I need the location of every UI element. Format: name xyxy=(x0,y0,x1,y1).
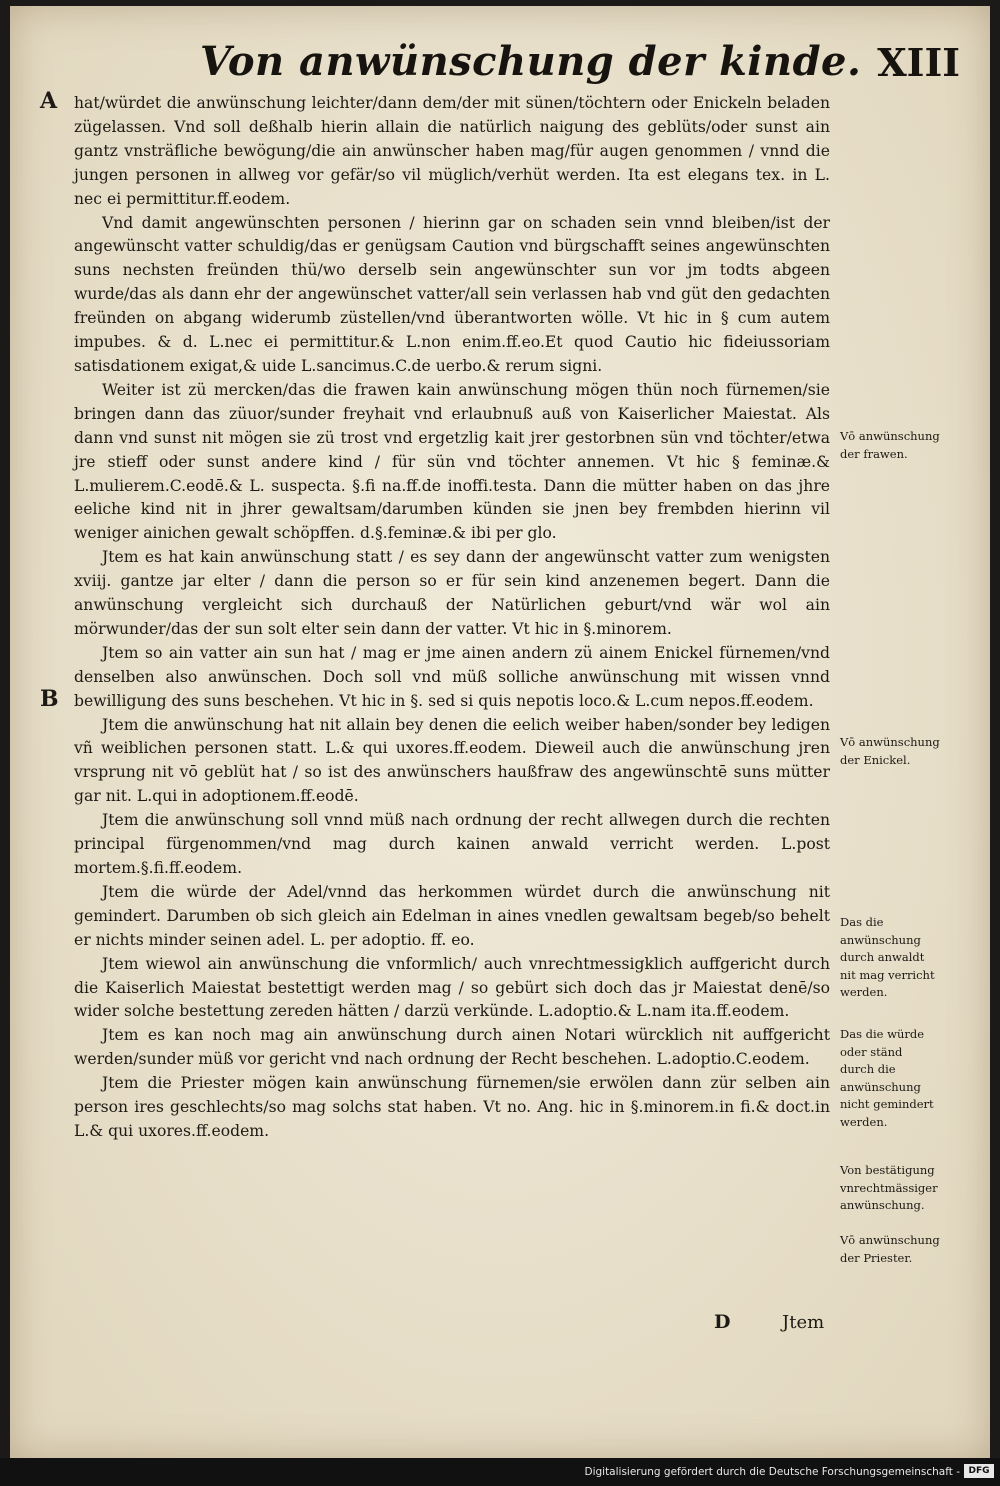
margin-note: Vō anwünschung der Priester. xyxy=(840,1233,940,1265)
running-title: Von anwünschung der kinde. xyxy=(200,38,862,85)
footer-credit: Digitalisierung gefördert durch die Deutsche Forschungsgemeinschaft - xyxy=(584,1466,960,1478)
paragraph: Jtem es hat kain anwünschung statt / es sey dann der angewünscht vatter zum wenigsten xviij. gantze jar elter / dann die person so er für sein kind anzenemen begert. Dann die anwünschung vergleicht sich durchauß der Natürlichen geburt/vnd wär wol ain mörwunder/das der sun solt elter sein dann der vatter. Vt hic in §.minorem. xyxy=(74,548,830,638)
paragraph: Vnd damit angewünschten personen / hierinn gar on schaden sein vnnd bleiben/ist der angewünscht vatter schuldig/das er genügsam Caution vnd bürgschafft seines angewünschten suns nechsten freünden thü/wo derselb sein angewünschter sun vor jm todts abgeen wurde/das als dann ehr der angewünschet vatter/all sein verlassen hab vnd güt den gedachten freünden on abgang widerumb züstellen/vnd überantworten wölle. Vt hic in § cum autem impubes. & d. L.nec ei permittitur.& L.non enim.ff.eo.Et quod Cautio hic fideiussoriam satisdationem exigat,& uide L.sancimus.C.de uerbo.& rerum signi. xyxy=(74,213,830,375)
paragraph: Weiter ist zü mercken/das die frawen kain anwünschung mögen thün noch fürnemen/sie bringen dann das züuor/sunder freyhait vnd erlaubnuß auß von Kaiserlicher Maiestat. Als dann vnd sunst nit mögen sie zü trost vnd ergetzlig kait jrer gestorbnen sün vnd töchter/etwa jre stieff oder sunst andere kind / für sün vnd töchter annemen. Vt hic § feminæ.& L.mulierem.C.eodē.& L. suspecta. §.fi na.ff.de inoffi.testa. Dann die mütter haben on das jhre eeliche kind nit in jhrer gewaltsam/darumben künden sie jnen bey frembden hierinn vil weniger ainichen gewalt schöpffen. d.§.feminæ.& ibi per glo. xyxy=(74,380,830,543)
paragraph: Jtem die würde der Adel/vnnd das herkommen würdet durch die anwünschung nit gemindert. Darumben ob sich gleich ain Edelman in aines vnedlen gewaltsam begeb/so behelt er nichts minder seinen adel. L. per adoptio. ff. eo. xyxy=(74,882,830,949)
signature-mark: D xyxy=(714,1311,731,1333)
paragraph: Jtem die Priester mögen kain anwünschung fürnemen/sie erwölen dann zür selben ain person ires geschlechts/so mag solchs stat haben. Vt no. Ang. hic in §.minorem.in fi.& doct.in L.& qui uxores.ff.eodem. xyxy=(74,1074,830,1140)
margin-note: Von bestätigung vnrechtmässiger anwünschung. xyxy=(840,1163,938,1212)
dfg-logo: DFG xyxy=(964,1464,994,1478)
margin-note: Das die würde oder ständ durch die anwünschung nicht gemindert werden. xyxy=(840,1027,934,1129)
section-letter-a: A xyxy=(40,88,58,114)
body-text xyxy=(74,92,830,1144)
margin-note: Vō anwünschung der Enickel. xyxy=(840,735,940,767)
book-page xyxy=(10,6,990,1458)
paragraph: Jtem wiewol ain anwünschung die vnformlich/ auch vnrechtmessigklich auffgericht durch die Kaiserlich Maiestat bestettigt werden mag / so gebürt sich doch das jr Maiestat denē/so wider solche bestettung zereden hätten / darzü verkünde. L.adoptio.& L.nam ita.ff.eodem. xyxy=(74,954,830,1021)
paragraph: Jtem so ain vatter ain sun hat / mag er jme ainen andern zü ainem Enickel fürnemen/vnd denselben also anwünschen. Doch soll vnd müß solliche anwünschung mit wissen vnnd bewilligung des suns beschehen. Vt hic in §. sed si quis nepotis loco.& L.cum nepos.ff.eodem. xyxy=(74,643,830,710)
paragraph: hat/würdet die anwünschung leichter/dann dem/der mit sünen/töchtern oder Enickeln beladen zügelassen. Vnd soll deßhalb hierin allain die natürlich naigung des geblüts/oder sunst ain gantz vnsträfliche bewögung/die ain anwünscher haben mag/für augen genommen / vnnd die jungen personen in allweg vor gefär/so vil müglich/verhüt werden. Ita est elegans tex. in L. nec ei permittitur.ff.eodem. xyxy=(74,94,830,208)
margin-note: Das die anwünschung durch anwaldt nit mag verricht werden. xyxy=(840,915,935,999)
paragraph: Jtem die anwünschung soll vnnd müß nach ordnung der recht allwegen durch die rechten principal fürgenommen/vnd mag durch kainen anwald verricht werden. L.post mortem.§.fi.ff.eodem. xyxy=(74,811,830,877)
folio-number: XIII xyxy=(877,40,960,85)
section-letter-b: B xyxy=(40,686,59,712)
paragraph: Jtem die anwünschung hat nit allain bey denen die eelich weiber haben/sonder bey ledigen vñ weiblichen personen statt. L.& qui uxores.ff.eodem. Dieweil auch die anwünschung jren vrsprung nit vō geblüt hat / so ist des anwünschers haußfraw des angewünschtē suns mütter gar nit. L.qui in adoptionem.ff.eodē. xyxy=(74,715,830,806)
margin-note: Vō anwünschung der frawen. xyxy=(840,429,940,461)
catchword: Jtem xyxy=(782,1312,825,1333)
page-header xyxy=(160,38,960,98)
footer-bar xyxy=(0,1458,1000,1486)
paragraph: Jtem es kan noch mag ain anwünschung durch ainen Notari würcklich nit auffgericht werden/sunder müß vor gericht vnd nach ordnung der Recht beschehen. L.adoptio.C.eodem. xyxy=(74,1026,830,1069)
